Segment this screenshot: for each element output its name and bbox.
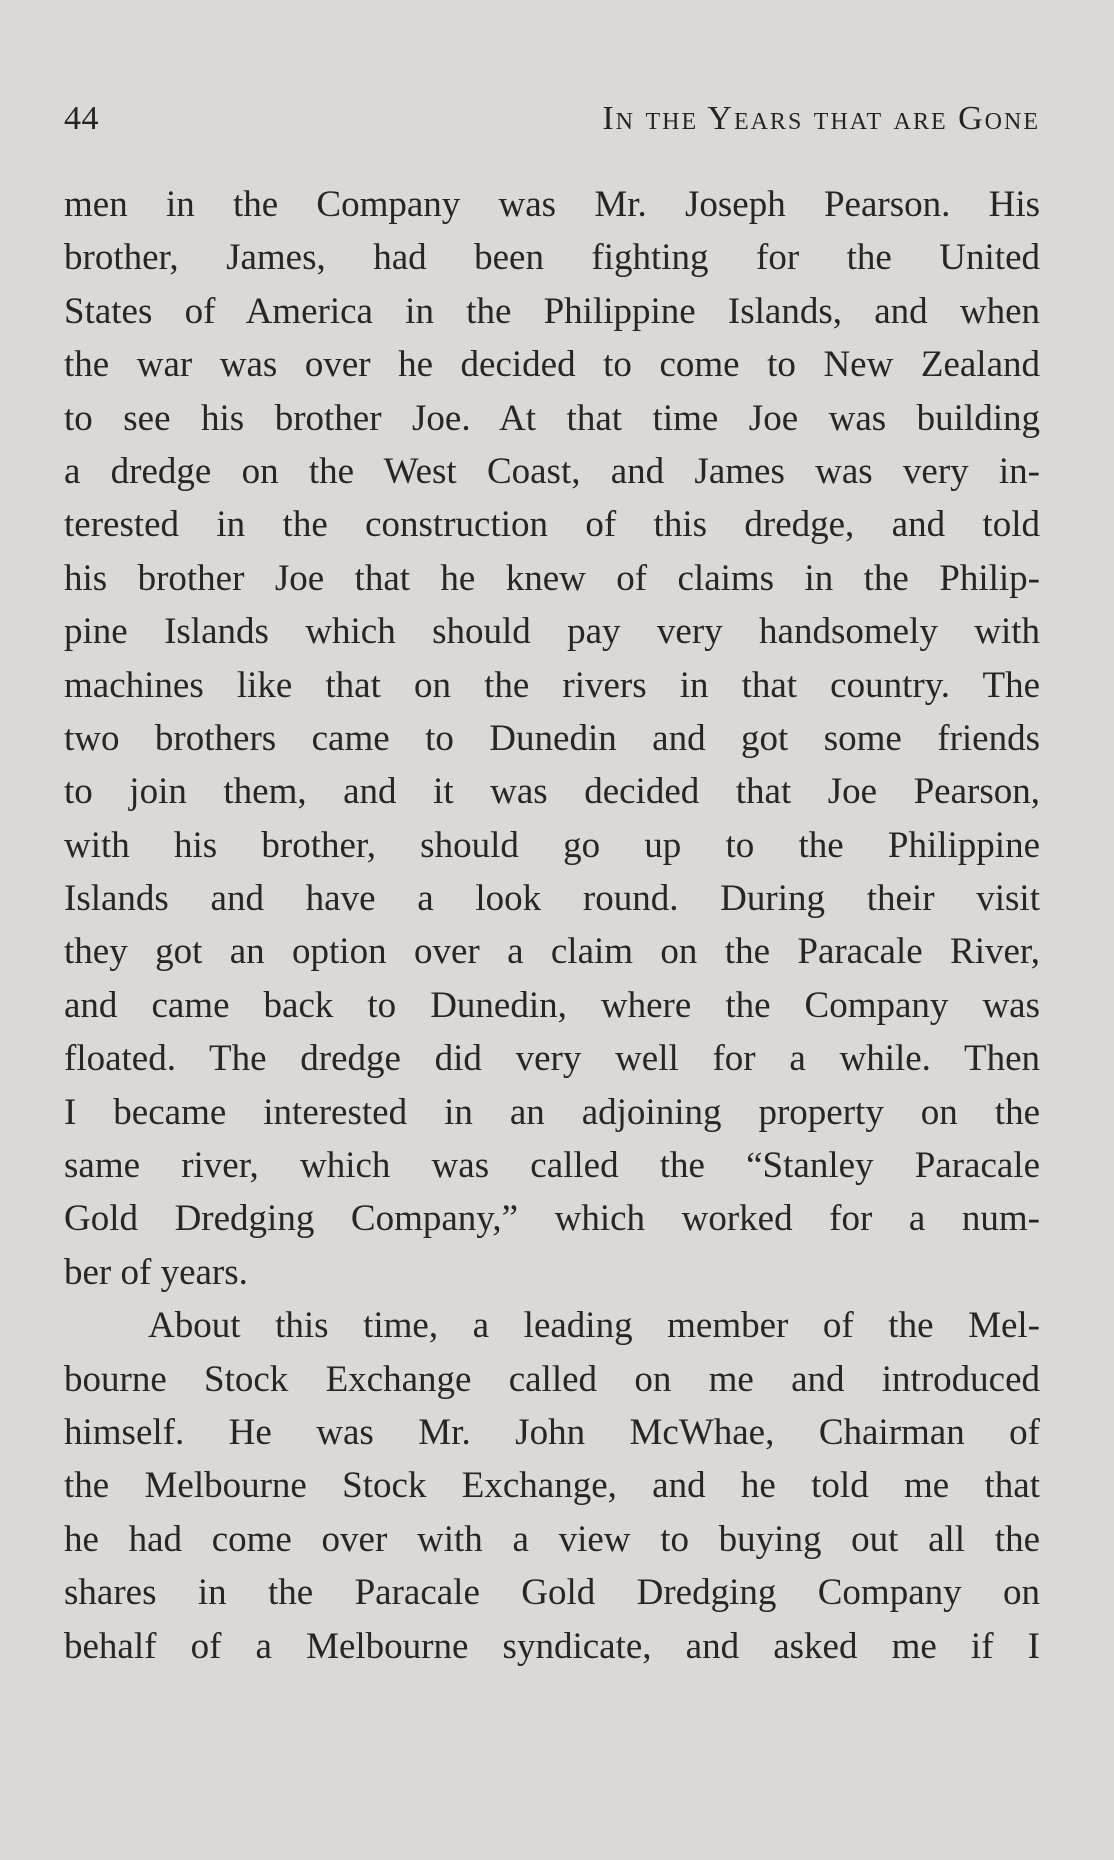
page-number: 44 (64, 100, 99, 137)
text-line: bourne Stock Exchange called on me and introduced (64, 1358, 1040, 1400)
text-line: Islands and have a look round. During their visit (64, 878, 1040, 920)
text-line: to join them, and it was decided that Joe Pearson, (64, 771, 1040, 813)
text-line: ber of years. (64, 1251, 248, 1293)
text-line: shares in the Paracale Gold Dredging Company on (64, 1572, 1040, 1614)
running-title: In the Years that are Gone (602, 100, 1040, 137)
text-line: terested in the construction of this dredge, and told (64, 504, 1040, 546)
text-line: men in the Company was Mr. Joseph Pearson. His (64, 184, 1040, 225)
text-line: floated. The dredge did very well for a while. Then (64, 1038, 1040, 1080)
text-line: he had come over with a view to buying out all the (64, 1518, 1040, 1560)
text-line: with his brother, should go up to the Philippine (64, 824, 1040, 866)
text-line: to see his brother Joe. At that time Joe was building (64, 397, 1040, 439)
text-line: same river, which was called the “Stanley Paracale (64, 1145, 1040, 1187)
body-text (64, 178, 1040, 1673)
text-line: two brothers came to Dunedin and got some friends (64, 717, 1040, 759)
text-line: Gold Dredging Company,” which worked for a num- (64, 1198, 1040, 1240)
text-line: machines like that on the rivers in that country. The (64, 664, 1040, 706)
text-line: the war was over he decided to come to New Zealand (64, 344, 1040, 386)
text-line: the Melbourne Stock Exchange, and he told me that (64, 1465, 1040, 1507)
text-line: behalf of a Melbourne syndicate, and asked me if I (64, 1625, 1040, 1667)
text-line: States of America in the Philippine Islands, and when (64, 290, 1040, 332)
text-line: and came back to Dunedin, where the Company was (64, 984, 1040, 1026)
text-line: I became interested in an adjoining property on the (64, 1091, 1040, 1133)
text-line: himself. He was Mr. John McWhae, Chairman of (64, 1411, 1040, 1453)
paragraph-2 (64, 1299, 1040, 1673)
paragraph-1 (64, 178, 1040, 1299)
text-line: they got an option over a claim on the Paracale River, (64, 931, 1040, 973)
text-line: About this time, a leading member of the Mel- (148, 1305, 1040, 1347)
text-line: his brother Joe that he knew of claims in the Philip- (64, 557, 1040, 599)
text-line: pine Islands which should pay very handsomely with (64, 611, 1040, 653)
page-header (64, 92, 1040, 152)
text-line: a dredge on the West Coast, and James was very in- (64, 450, 1040, 492)
text-line: brother, James, had been fighting for the United (64, 237, 1040, 279)
